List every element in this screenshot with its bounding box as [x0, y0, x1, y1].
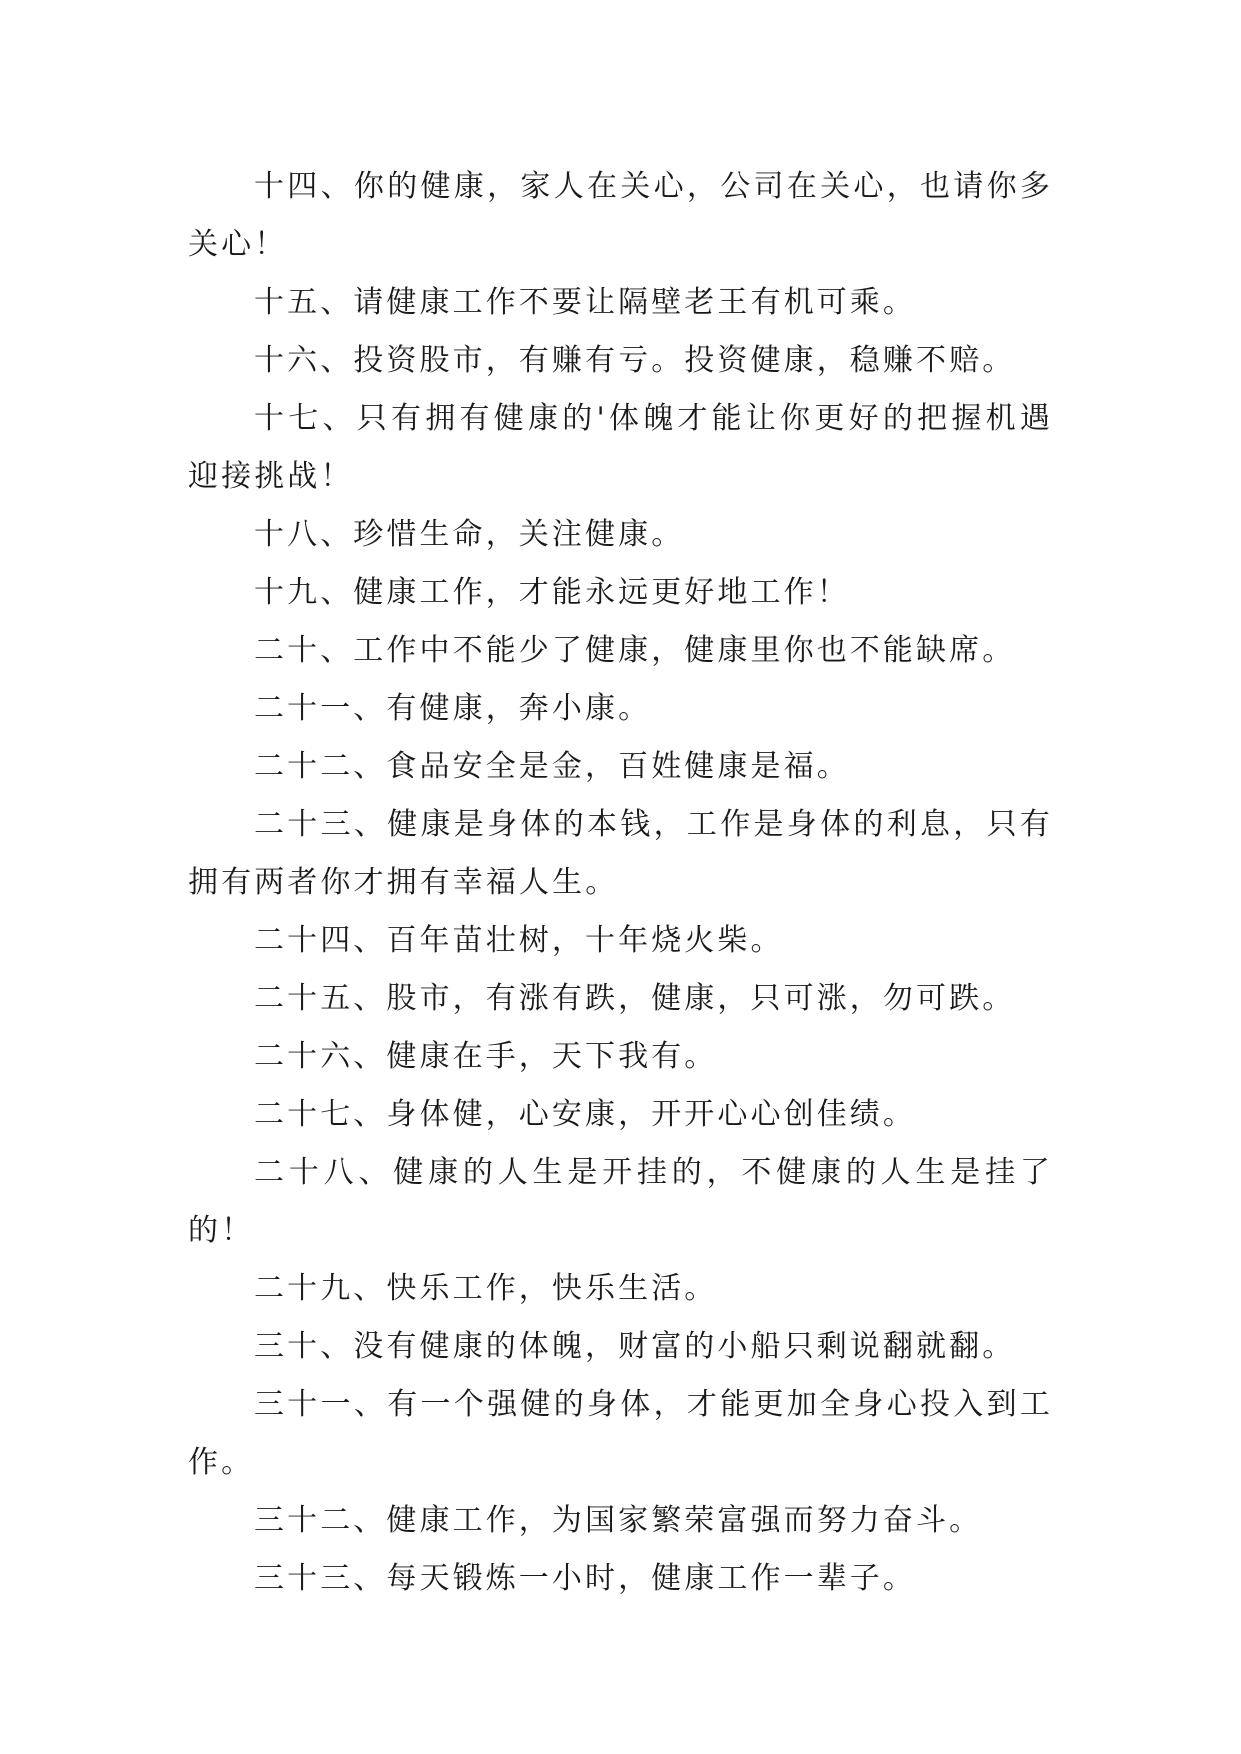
paragraph: 三十一、有一个强健的身体，才能更加全身心投入到工作。	[188, 1387, 1053, 1480]
paragraph: 十八、珍惜生命，关注健康。	[254, 517, 685, 552]
document-page	[188, 158, 1053, 1608]
paragraph: 二十、工作中不能少了健康，健康里你也不能缺席。	[254, 633, 1016, 668]
paragraph: 三十二、健康工作，为国家繁荣富强而努力奋斗。	[254, 1503, 983, 1538]
paragraph: 十五、请健康工作不要让隔壁老王有机可乘。	[254, 285, 916, 320]
paragraph: 二十七、身体健，心安康，开开心心创佳绩。	[254, 1097, 916, 1132]
paragraph: 二十二、食品安全是金，百姓健康是福。	[254, 749, 850, 784]
paragraph: 十六、投资股市，有赚有亏。投资健康，稳赚不赔。	[254, 343, 1016, 378]
paragraph: 二十八、健康的人生是开挂的，不健康的人生是挂了的！	[188, 1155, 1053, 1248]
paragraph: 三十三、每天锻炼一小时，健康工作一辈子。	[254, 1561, 916, 1596]
paragraph: 二十五、股市，有涨有跌，健康，只可涨，勿可跌。	[254, 981, 1016, 1016]
paragraph: 十九、健康工作，才能永远更好地工作！	[254, 575, 850, 610]
paragraph: 十七、只有拥有健康的'体魄才能让你更好的把握机遇迎接挑战！	[188, 401, 1053, 494]
paragraph: 三十、没有健康的体魄，财富的小船只剩说翻就翻。	[254, 1329, 1016, 1364]
paragraph: 二十九、快乐工作，快乐生活。	[254, 1271, 718, 1306]
paragraph: 十四、你的健康，家人在关心，公司在关心，也请你多关心！	[188, 169, 1053, 262]
paragraph: 二十一、有健康，奔小康。	[254, 691, 652, 726]
paragraph: 二十四、百年苗壮树，十年烧火柴。	[254, 923, 784, 958]
paragraph: 二十六、健康在手，天下我有。	[254, 1039, 718, 1074]
paragraph: 二十三、健康是身体的本钱，工作是身体的利息，只有拥有两者你才拥有幸福人生。	[188, 807, 1053, 900]
